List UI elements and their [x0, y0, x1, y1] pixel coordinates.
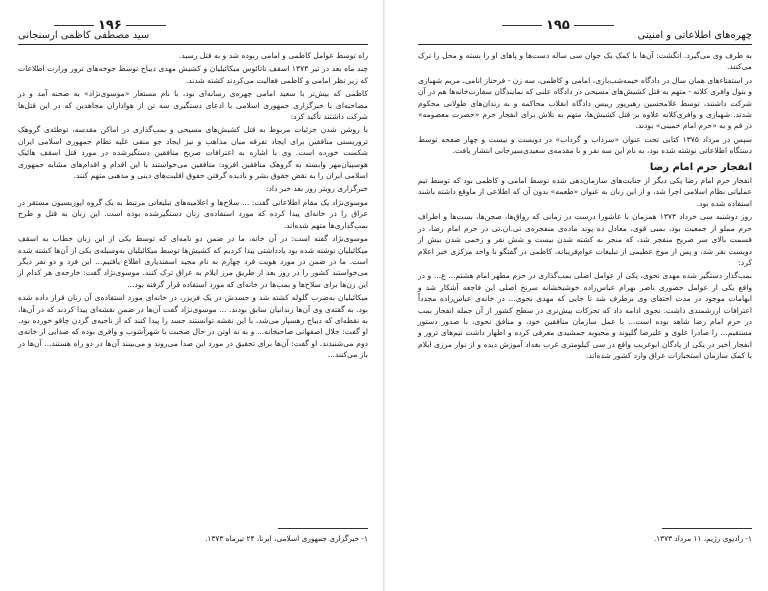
right-page-body — [418, 50, 752, 364]
left-footnote: ۱- خبرگزاری جمهوری اسلامی، ایرنا، ۲۴ تیرماه ۱۳۷۳. — [205, 534, 368, 543]
right-running-head: چهره‌های اطلاعاتی و امنیتی — [637, 30, 752, 41]
paragraph: انفجار حرم امام رضا یکی دیگر از جنایت‌های سازمان‌دهی شده توسط امامی و کاظمی بود که توسط تیم عملیاتی نظام اسلامی اجرا شد، و از این زنان به عنوان «طعمه» بدون آن که اطلاعی از ماوقع داشته باشند استفاده شده بود. — [418, 176, 752, 208]
right-footnote: ۱- رادیوی رژیم، ۱۱ مرداد ۱۳۷۳. — [653, 534, 752, 543]
left-page — [18, 0, 368, 591]
right-page-number: ۱۹۵ — [546, 18, 570, 33]
left-running-head: سید مصطفی کاظمی ارسنجانی — [18, 30, 150, 41]
paragraph: میکائیلیان به‌ضرب گلوله کشته شد و جسدش در یک فریزر، در خانه‌ای مورد استفاده‌ی آن زنان قرار داده شده بود. به گفته‌ی وی آن‌ها زندانیان سابق بودند. ... موسوی‌نژاد گفت آن‌ها در ضمن نقشه‌ای پیدا کردند که در آن‌ها، به نقطه‌ای که دیباج رهسپار می‌شد، با این نقشه توانستند جسد را پیدا کنند که از ناحیه‌ی گردن چاقو خورده بود. او گفت: جلال اصفهانی صاحبخانه... و به نه اوتن در حال صحبت با شهرآشوب و وافری بوده که صدایی از خانه‌ی دوم می‌شنیدند. او گفت: آن‌ها برای تحقیق در مورد این صدا می‌روند و می‌بینند آن‌ها در دو راه هستند... آن‌ها در باز می‌کنند... — [18, 293, 368, 360]
book-gutter — [383, 0, 385, 591]
paragraph: بمب‌گذار دستگیر شده مهدی نحوی، یکی از عوامل اصلی بمب‌گذاری در حرم مطهر امام هشتم... ع... و در واقع یکی از عوامل حضوری ناصر بهرام عباس‌زاده خوشبخشانه سرنخ اصلی این فاجعه آشکار شد و ابهامات موجود در مدت اختفای وی برطرف شد تا جایی که مهدی نحوی... در خانه‌ی عباس‌زاده مجدداً اعترافات ارزشمندی داشت. نحوی ادامه داد که تحرکات پیش‌تری در سطح کشور از آن جمله انفجار بمب در حرم امام رضا شاهد بوده است... با عمل سازمان منافقین خود، و منافق نحوی، با صدور دستور مستقیم... را صادرا علوی و علیرضا گلپوند و محبوبه جمشیدی معرفی کرده و اظهار داشت تیم‌های ترور و انفجار اخیر در یکی از پادگان ابوغریب واقع در سی کیلومتری غرب بغداد آموزش دیده و از نوار مرزی ایلام با کمک سازمان استخبارات عراق وارد کشور شده‌اند. — [418, 271, 752, 361]
paragraph: راه توسط عوامل کاظمی و امامی ربوده شد و به قتل رسید. — [178, 51, 368, 60]
paragraph: موسوی‌نژاد گفته است: در آن خانه، ما در ضمن دو نامه‌ای که توسط یکی از این زنان خطاب به اسقف میکائیلیان نوشته شده بود یادداشتی پیدا کردیم که کشیش‌ها توسط میکائیلیان به‌وسیله‌ی یکی از آن‌ها کشته شده است. ما در ضمن در مورد هویت فرد چهارم به نام مجید اسفندیاری اطلاع یافتیم... این فرد و دو نفر دیگر می‌خواستند کشور را در روز بعد از طریق مرز ایلام به عراق ترک کنند. موسوی‌نژاد گفت: خارجه‌ی هر کدام از این زن‌ها برای سلاح‌ها و بمب‌ها در خانه‌ای که مورد استفاده قرار گرفته بود... — [18, 234, 368, 289]
paragraph: روز دوشنبه سی خرداد ۱۳۷۳ همزمان با عاشورا درست در زمانی که رواق‌ها، صحن‌ها، بست‌ها و اطراف حرم مملو از جمعیت بود، بمبی قوی، معادل ده پوند ماده‌ی منفجره‌ی تی.ان.تی در حرم امام رضا، در قسمت بالای سر ضریح منفجر شد، که منجر به کشته شدن بیست و شش نفر و زخمی شدن بیش از دویست نفر شد، و پس از موج عظیمی از تبلیغات عوام‌فریبانه، کاظمی در گفتگو با واحد مرکزی خبر اعلام کرد: — [418, 212, 752, 267]
section-title: انفجار حرم امام رضا — [649, 161, 752, 173]
paragraph: در استفتاءهای همان سال در دادگاه خیمه‌شب‌بازی، امامی و کاظمی، سه زن - فرحناز انامی، مریم شهبازی و بتول وافری کلانه - متهم به قتل کشیش‌های مسیحی در دادگاه علنی که نمایندگان سفارت‌خانه‌ها هم در آن شرکت داشتند، توسط غلامحسین رهبرپور رییس دادگاه انقلاب محاکمه و به زندان‌های طولانی محکوم شدند. شهبازی و وافری‌کلانه علاوه بر قتل کشیش‌ها، متهم به تلاش برای انفجار حرم «حضرت معصومه» در قم و به «حرم امام خمینی» بودند. — [418, 75, 752, 131]
right-page-number-block — [498, 18, 618, 33]
paragraph: با روشن شدن جزئیات مربوط به قتل کشیش‌های مسیحی و بمب‌گذاری در اماکن مقدسه، توطئه‌ی گروهک تروریستی منافقین برای ایجاد تفرقه میان مذاهب و نیز ایجاد جو منفی علیه نظام جمهوری اسلامی ایران شکست خورده است. وی با اشاره به اعترافات صریح منافقین دستگیرشده در مورد قتل اسقف هائیک هوسپیان‌مهر وابسته به گروهک منافقین افزود: منافقین می‌خواستند با این اقدام و اقدام‌های مشابه جمهوری اسلامی ایران را به نقض حقوق بشر و نادیده گرفتن حقوق اقلیت‌های دینی و مذهبی متهم کنند. — [18, 125, 368, 181]
right-page-header — [418, 18, 752, 45]
left-page-number: ۱۹۶ — [98, 18, 122, 33]
paragraph: چند ماه بعد در تیر ۱۳۷۳ اسقف تاتائوس میکائیلیان و کشیش مهدی دیباج توسط جوخه‌های ترور وزارت اطلاعات که زیر نظر امامی و کاظمی فعالیت می‌کردند کشته شدند. — [18, 64, 369, 85]
paragraph: سپس در مرداد ۱۳۷۵ کتابی تحت عنوان «سرداب و گرداب» در دویست و بیست و چهار صفحه توسط دستگاه اطلاعاتی نوشته شده بود، به نام این سه نفر و با مقدمه‌ی سعیدی‌سیرجانی انتشار یافت. — [418, 134, 752, 156]
paragraph: موسوی‌نژاد یک مقام اطلاعاتی گفت: ... سلاح‌ها و اعلامیه‌های تبلیغاتی مرتبط به یک گروه اپوزیسیون مستقر در عراق را در خانه‌ای پیدا کرده که مورد استفاده‌ی زنان دستگیرشده بوده است. این زنان به قتل و طرح بمب‌گذاری‌ها متهم شده‌اند. — [18, 197, 368, 230]
paragraph: به طرف وی می‌گیرد. انگشت: آن‌ها با کمک یک جوان سی ساله دست‌ها و پاهای او را بسته و محل را ترک می‌کنند. — [418, 51, 752, 72]
left-page-header — [18, 18, 368, 45]
left-page-body — [18, 50, 368, 363]
footnote-rule — [278, 528, 368, 529]
paragraph: خبرگزاری رویتر روز بعد خبر داد: — [265, 184, 368, 194]
right-page — [418, 0, 752, 591]
paragraph: کاظمی که بیش‌تر با سعید امامی چهره‌ی رسانه‌ای بود، با نام مستعار «موسوی‌نژاد» به صحنه آمد و در مصاحبه‌ای با خبرگزاری جمهوری اسلامی با ادعای دستگیری سه تن از هواداران مجاهدین که در این قتل‌ها شرکت داشتند تأکید کرد: — [18, 89, 368, 122]
footnote-rule — [662, 528, 752, 529]
